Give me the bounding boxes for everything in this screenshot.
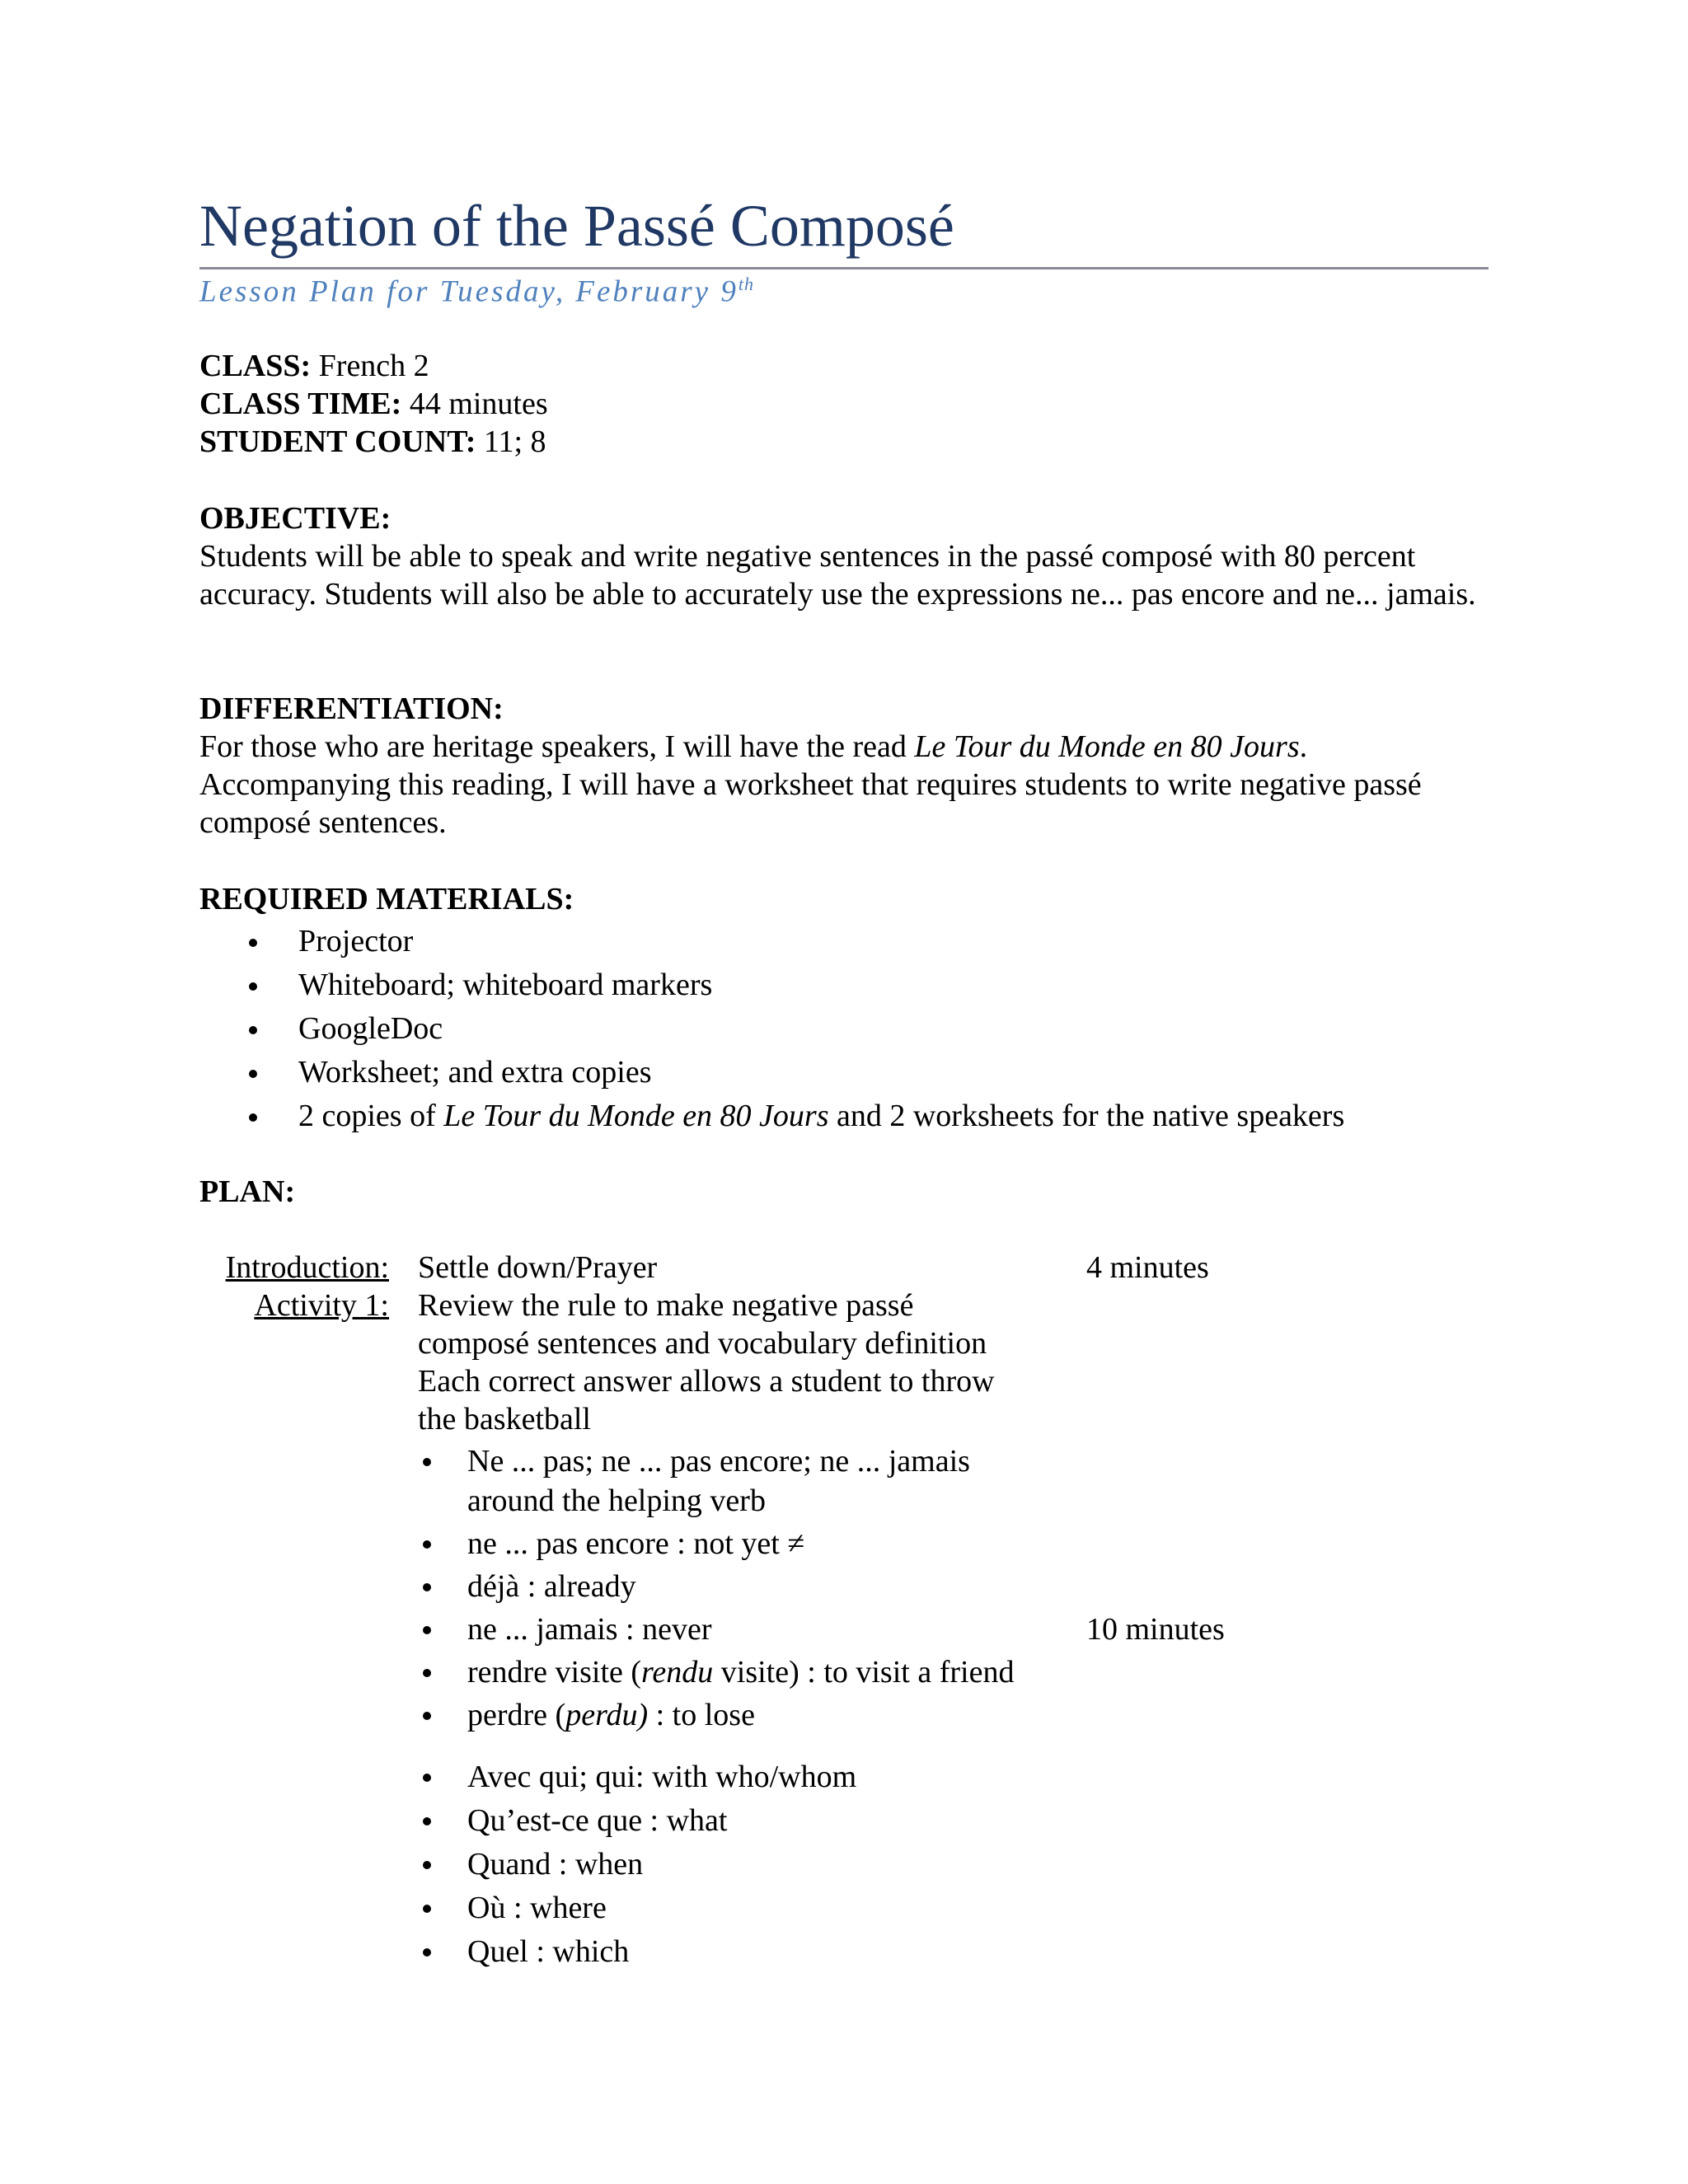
activity-line: Review the rule to make negative passé	[418, 1288, 914, 1323]
materials-heading-text: REQUIRED MATERIALS:	[199, 882, 574, 916]
bullet-italic: perdu)	[565, 1698, 649, 1732]
class-line	[199, 347, 429, 385]
list-item	[418, 1441, 1077, 1521]
material-last-after: and 2 worksheets for the native speakers	[828, 1099, 1345, 1133]
list-item: ne ... jamais : never	[418, 1610, 1077, 1649]
student-count-line	[199, 423, 546, 461]
title-underline	[199, 267, 1489, 269]
differentiation-text-before: For those who are heritage speakers, I will have the read	[199, 729, 915, 764]
class-label: CLASS:	[199, 349, 312, 383]
activity-bullets-b	[418, 1757, 1077, 1971]
plan-heading	[199, 1173, 295, 1211]
student-count-value: 11; 8	[476, 424, 546, 459]
objective-heading	[199, 499, 391, 537]
differentiation-book-title: Le Tour du Monde en 80 Jours	[914, 729, 1300, 764]
list-item	[418, 1652, 1077, 1692]
bullet-text-after: : to lose	[648, 1698, 755, 1732]
list-item: Worksheet; and extra copies	[199, 1051, 1344, 1094]
list-item: Où : where	[418, 1888, 1077, 1928]
subtitle-superscript: th	[738, 274, 754, 294]
differentiation-text-after: . Accompanying this reading, I will have a worksheet that requires students to write negative passé composé sentences.	[199, 729, 1422, 840]
list-item	[199, 1094, 1344, 1138]
introduction-time: 4 minutes	[1086, 1250, 1209, 1285]
subtitle-text: Lesson Plan for Tuesday, February 9	[199, 274, 738, 309]
activity-bullets-a	[418, 1441, 1077, 1735]
student-count-label: STUDENT COUNT:	[199, 424, 476, 459]
objective-heading-text: OBJECTIVE:	[199, 501, 392, 536]
class-time-label: CLASS TIME:	[199, 387, 402, 421]
activity-line: composé sentences and vocabulary definition	[418, 1326, 987, 1361]
list-item	[418, 1695, 1077, 1735]
list-item: Qu’est-ce que : what	[418, 1801, 1077, 1840]
list-item: Quand : when	[418, 1844, 1077, 1884]
class-time-value: 44 minutes	[401, 387, 548, 421]
materials-heading	[199, 880, 574, 918]
list-item: ne ... pas encore : not yet ≠	[418, 1524, 1077, 1563]
activity-label: Activity 1:	[254, 1288, 389, 1323]
list-item: déjà : already	[418, 1567, 1077, 1606]
list-item: Quel : which	[418, 1932, 1077, 1971]
list-item: Whiteboard; whiteboard markers	[199, 963, 1344, 1007]
bullet-line: Ne ... pas; ne ... pas encore; ne ... jamais	[467, 1444, 970, 1479]
activity-time: 10 minutes	[1086, 1612, 1225, 1647]
bullet-text-after: visite) : to visit a friend	[713, 1655, 1015, 1690]
bullet-line: around the helping verb	[467, 1483, 766, 1518]
bullet-italic: rendu	[641, 1655, 714, 1690]
bullet-text-before: rendre visite (	[467, 1655, 642, 1690]
activity-line: Each correct answer allows a student to throw	[418, 1364, 995, 1399]
list-item: Avec qui; qui: with who/whom	[418, 1757, 1077, 1797]
introduction-label: Introduction:	[225, 1250, 389, 1285]
material-last-before: 2 copies of	[298, 1099, 444, 1133]
introduction-text: Settle down/Prayer	[418, 1250, 658, 1285]
plan-heading-text: PLAN:	[199, 1174, 296, 1209]
differentiation-text	[199, 728, 1502, 841]
materials-list	[199, 920, 1344, 1138]
class-value: French 2	[311, 349, 429, 383]
list-item: Projector	[199, 920, 1344, 963]
list-item: GoogleDoc	[199, 1007, 1344, 1051]
activity-line: the basketball	[418, 1402, 591, 1436]
document-subtitle	[199, 274, 754, 309]
material-book-title: Le Tour du Monde en 80 Jours	[443, 1099, 829, 1133]
objective-text: Students will be able to speak and write negative sentences in the passé composé with 80 percent accuracy. Students will also be able to accurately use the expressions ne... pas encore and ne... jamais.	[199, 539, 1476, 612]
document-title: Negation of the Passé Composé	[199, 193, 954, 259]
differentiation-heading-text: DIFFERENTIATION:	[199, 691, 504, 726]
class-time-line	[199, 385, 548, 423]
bullet-text-before: perdre (	[467, 1698, 566, 1732]
differentiation-heading	[199, 690, 504, 728]
